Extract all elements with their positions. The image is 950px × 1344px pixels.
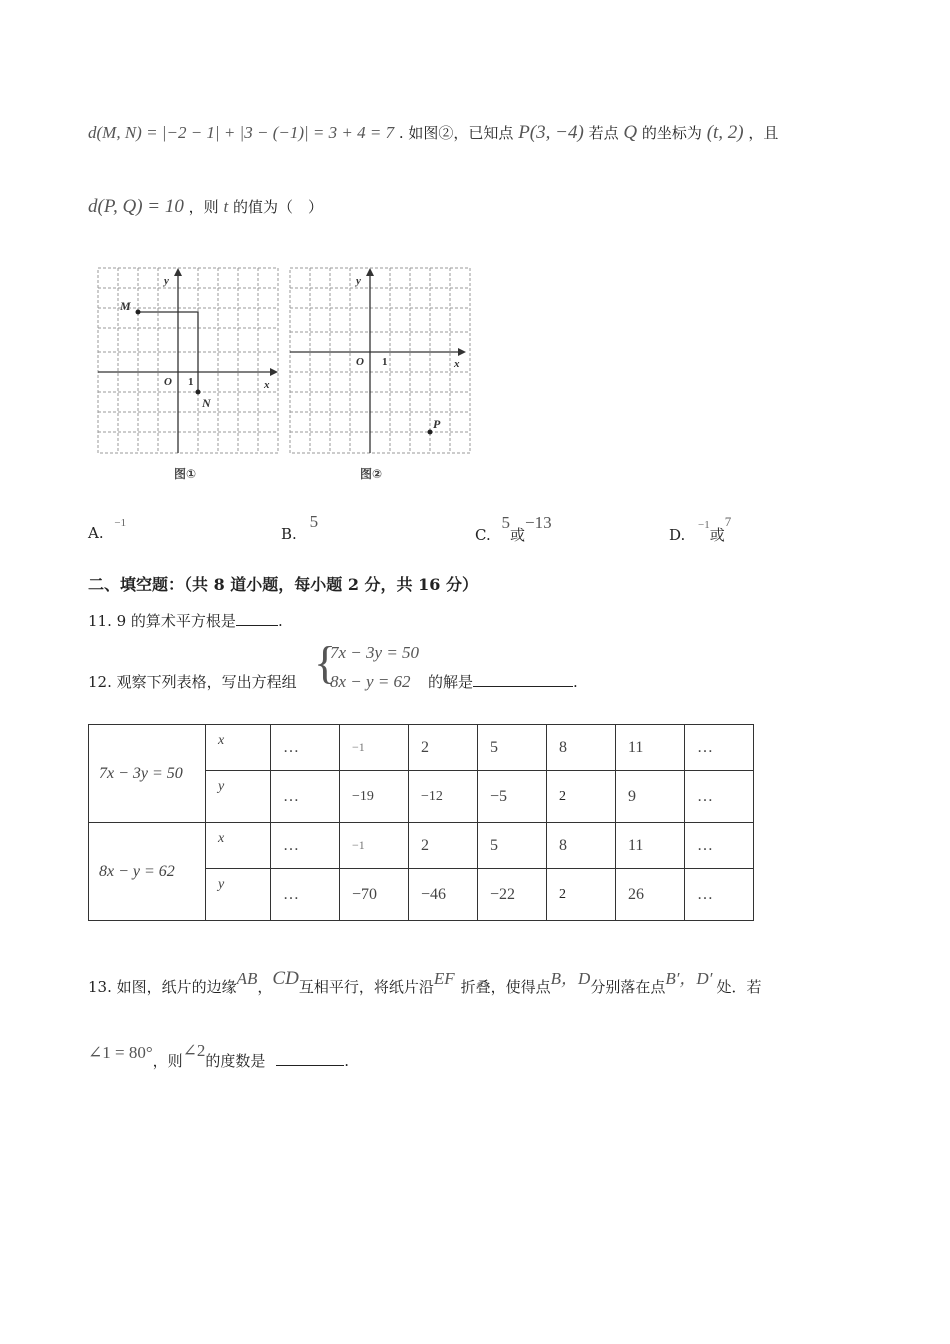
q12-text: 12. 观察下列表格，写出方程组 (88, 673, 297, 691)
table-cell: … (271, 771, 340, 823)
fig2-x-label: x (454, 358, 460, 370)
table-cell: −12 (409, 771, 478, 823)
fig2-caption: 图② (360, 467, 383, 481)
q13-text-3: 折叠，使得点 (460, 978, 551, 996)
table-cell: 8 (547, 823, 616, 869)
q13-bd-prime: B′，D′ (665, 969, 713, 988)
option-a-value: −1 (114, 517, 127, 529)
table-cell: −1 (340, 823, 409, 869)
question-13-line2 (88, 1041, 349, 1071)
option-c-or: 或 (510, 526, 526, 544)
table-x-label: x (206, 725, 271, 771)
table-equation-1: 7x − 3y = 50 (89, 725, 206, 823)
q13-answer-blank[interactable] (276, 1051, 344, 1066)
point-q-coord: (t, 2) (706, 122, 744, 143)
q10-text-ze: ，则 (188, 198, 219, 216)
option-b[interactable] (281, 512, 319, 544)
system-eq-2: 8x − y = 62 (330, 672, 411, 691)
fig1-origin-label: O (164, 376, 172, 388)
table-equation-2: 8x − y = 62 (89, 823, 206, 921)
option-c-value-2: −13 (525, 513, 552, 532)
table-cell: 2 (409, 823, 478, 869)
table-cell: … (685, 771, 754, 823)
q13-bd: B，D (550, 969, 591, 988)
system-brace: { (314, 637, 337, 688)
q13-comma: ， (257, 978, 273, 996)
option-b-label: B. (281, 525, 297, 543)
option-c[interactable] (475, 513, 552, 545)
table-cell: 5 (478, 725, 547, 771)
q12-answer-blank[interactable] (473, 672, 573, 687)
table-y-label: y (206, 869, 271, 921)
q13-ab: AB (236, 969, 258, 988)
fig1-y-label: y (164, 275, 169, 287)
point-p: P(3, −4) (518, 122, 584, 143)
q11-text: 11. 9 的算术平方根是 (88, 612, 236, 630)
fig1-point-n-label: N (202, 396, 211, 410)
distance-formula-mn: d(M, N) = |−2 − 1| + |3 − (−1)| = 3 + 4 = 7 (88, 123, 395, 142)
q11-answer-blank[interactable] (236, 611, 278, 626)
option-b-value: 5 (309, 512, 319, 531)
values-table (88, 724, 754, 921)
q13-text-6: ，则 (152, 1052, 183, 1070)
q13-text-1: 13. 如图，纸片的边缘 (88, 978, 237, 996)
q13-text-2: 互相平行，将纸片沿 (298, 978, 434, 996)
table-cell: 2 (547, 771, 616, 823)
table-row (89, 725, 754, 771)
question-13-line1 (88, 968, 762, 998)
q10-line1 (88, 122, 778, 144)
table-cell: … (271, 725, 340, 771)
q10-text-tail: 的值为（ ） (232, 198, 323, 216)
table-cell: 8 (547, 725, 616, 771)
section-2-title: 二、填空题：（共 8 道小题，每小题 2 分，共 16 分） (88, 575, 478, 594)
figure-2 (288, 266, 478, 486)
table-cell: −22 (478, 869, 547, 921)
table-cell: 11 (616, 823, 685, 869)
option-c-value-1: 5 (501, 513, 510, 532)
q13-text-4: 分别落在点 (590, 978, 666, 996)
q13-end: . (344, 1052, 349, 1070)
table-cell: 26 (616, 869, 685, 921)
q10-text-qie: ，且 (748, 124, 779, 142)
table-cell: −5 (478, 771, 547, 823)
fig1-one-label: 1 (188, 376, 194, 388)
fig1-x-label: x (264, 379, 270, 391)
table-y-label: y (206, 771, 271, 823)
q13-cd: CD (272, 968, 299, 989)
distance-formula-pq: d(P, Q) = 10 (88, 196, 184, 217)
table-cell: 11 (616, 725, 685, 771)
table-cell: … (685, 725, 754, 771)
table-cell: −70 (340, 869, 409, 921)
q13-text-7: 的度数是 (205, 1052, 266, 1070)
option-d-value-2: 7 (724, 514, 732, 529)
table-cell: −19 (340, 771, 409, 823)
question-12-tail (428, 671, 578, 692)
table-cell: … (271, 869, 340, 921)
question-12-text (88, 671, 297, 692)
table-cell: … (685, 823, 754, 869)
option-d-label: D. (669, 526, 686, 544)
q11-end: . (277, 612, 283, 630)
q13-angle-2: ∠2 (182, 1041, 206, 1060)
table-cell: … (271, 823, 340, 869)
option-d-or: 或 (709, 526, 725, 544)
fig2-y-label: y (356, 275, 361, 287)
table-cell: … (685, 869, 754, 921)
table-cell: −46 (409, 869, 478, 921)
q13-angle-1: ∠1 = 80° (88, 1043, 153, 1062)
q10-text-1: . 如图②，已知点 (398, 124, 514, 142)
fig2-one-label: 1 (382, 356, 388, 368)
table-cell: 2 (409, 725, 478, 771)
fig2-point-p-label: P (433, 417, 441, 431)
q10-text-ruo: 若点 (588, 124, 619, 142)
table-x-label: x (206, 823, 271, 869)
table-cell: 5 (478, 823, 547, 869)
q12-end: . (573, 673, 578, 691)
table-row (89, 823, 754, 869)
fig1-caption: 图① (174, 467, 197, 481)
q13-ef: EF (433, 969, 455, 988)
option-c-label: C. (475, 526, 491, 544)
figure-1 (96, 266, 286, 486)
fig1-point-m-label: M (120, 299, 131, 313)
q10-text-coord: 的坐标为 (641, 124, 702, 142)
table-cell: 2 (547, 869, 616, 921)
system-eq-1: 7x − 3y = 50 (330, 643, 420, 662)
option-a-label: A. (88, 524, 104, 542)
table-cell: −1 (340, 725, 409, 771)
option-d-value-1: −1 (698, 519, 710, 531)
point-q-name: Q (623, 122, 638, 143)
table-cell: 9 (616, 771, 685, 823)
question-11 (88, 610, 283, 631)
q13-text-5: 处．若 (716, 978, 762, 996)
fig2-origin-label: O (356, 356, 364, 368)
q10-line2 (88, 196, 323, 218)
variable-t: t (223, 197, 229, 216)
option-a[interactable] (88, 517, 127, 542)
q12-tail: 的解是 (428, 673, 474, 691)
option-d[interactable] (669, 514, 732, 545)
